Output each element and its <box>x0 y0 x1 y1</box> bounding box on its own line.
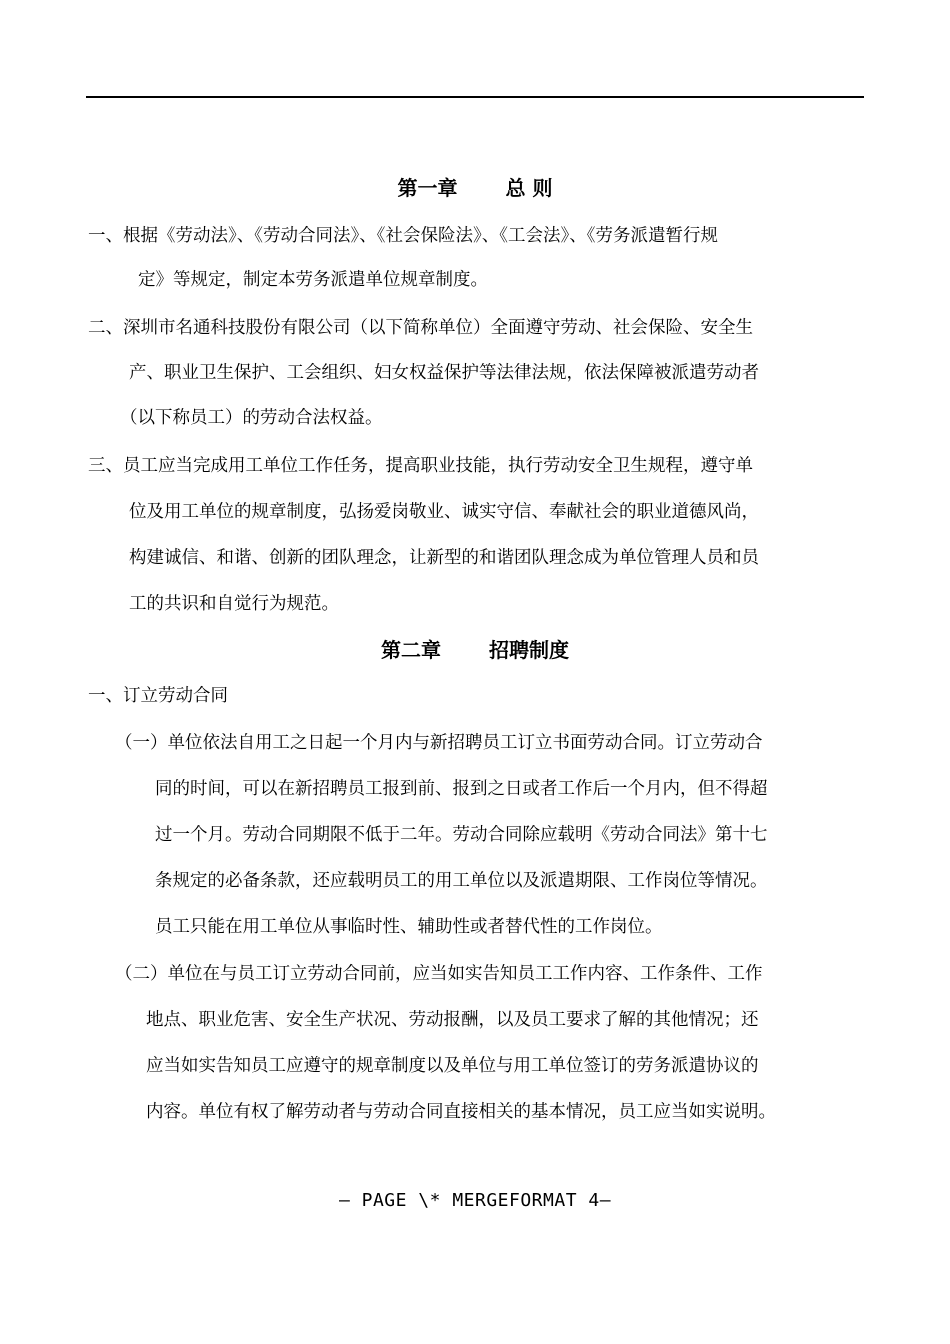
chapter-1-heading <box>0 176 950 200</box>
clause-1-line-5: 员工只能在用工单位从事临时性、辅助性或者替代性的工作岗位。 <box>155 917 663 937</box>
article-2-line-2: 产、职业卫生保护、工会组织、妇女权益保护等法律法规，依法保障被派遣劳动者 <box>129 363 759 383</box>
chapter-2-number: 第二章 <box>381 638 441 662</box>
chapter-2-title: 招聘制度 <box>489 638 569 662</box>
clause-1-line-2: 同的时间，可以在新招聘员工报到前、报到之日或者工作后一个月内，但不得超 <box>155 779 768 799</box>
clause-2-line-2: 地点、职业危害、安全生产状况、劳动报酬，以及员工要求了解的其他情况；还 <box>146 1010 759 1030</box>
clause-1-line-1: （一）单位依法自用工之日起一个月内与新招聘员工订立书面劳动合同。订立劳动合 <box>115 733 763 753</box>
clause-1-line-4: 条规定的必备条款，还应载明员工的用工单位以及派遣期限、工作岗位等情况。 <box>155 871 768 891</box>
article-3-line-4: 工的共识和自觉行为规范。 <box>129 594 339 614</box>
header-rule <box>86 96 864 98</box>
article-2-line-3: （以下称员工）的劳动合法权益。 <box>120 408 383 428</box>
clause-2-line-1: （二）单位在与员工订立劳动合同前，应当如实告知员工工作内容、工作条件、工作 <box>115 964 763 984</box>
chapter-1-number: 第一章 <box>397 176 458 200</box>
clause-1-line-3: 过一个月。劳动合同期限不低于二年。劳动合同除应载明《劳动合同法》第十七 <box>155 825 768 845</box>
clause-2-line-3: 应当如实告知员工应遵守的规章制度以及单位与用工单位签订的劳务派遣协议的 <box>146 1056 759 1076</box>
clause-2-line-4: 内容。单位有权了解劳动者与劳动合同直接相关的基本情况，员工应当如实说明。 <box>146 1102 776 1122</box>
article-1-line-1: 一、根据《劳动法》、《劳动合同法》、《社会保险法》、《工会法》、《劳务派遣暂行规 <box>88 226 718 246</box>
chapter-2-heading <box>0 638 950 662</box>
article-3-line-1: 三、员工应当完成用工单位工作任务，提高职业技能，执行劳动安全卫生规程，遵守单 <box>88 456 753 476</box>
page-footer: — PAGE \* MERGEFORMAT 4— <box>338 1190 612 1211</box>
chapter-1-title: 总 则 <box>505 176 553 200</box>
article-1-line-2: 定》等规定，制定本劳务派遣单位规章制度。 <box>138 270 488 290</box>
section-1-heading: 一、订立劳动合同 <box>88 686 228 706</box>
article-3-line-2: 位及用工单位的规章制度，弘扬爱岗敬业、诚实守信、奉献社会的职业道德风尚， <box>129 502 759 522</box>
article-3-line-3: 构建诚信、和谐、创新的团队理念，让新型的和谐团队理念成为单位管理人员和员 <box>129 548 759 568</box>
article-2-line-1: 二、深圳市名通科技股份有限公司（以下简称单位）全面遵守劳动、社会保险、安全生 <box>88 318 753 338</box>
